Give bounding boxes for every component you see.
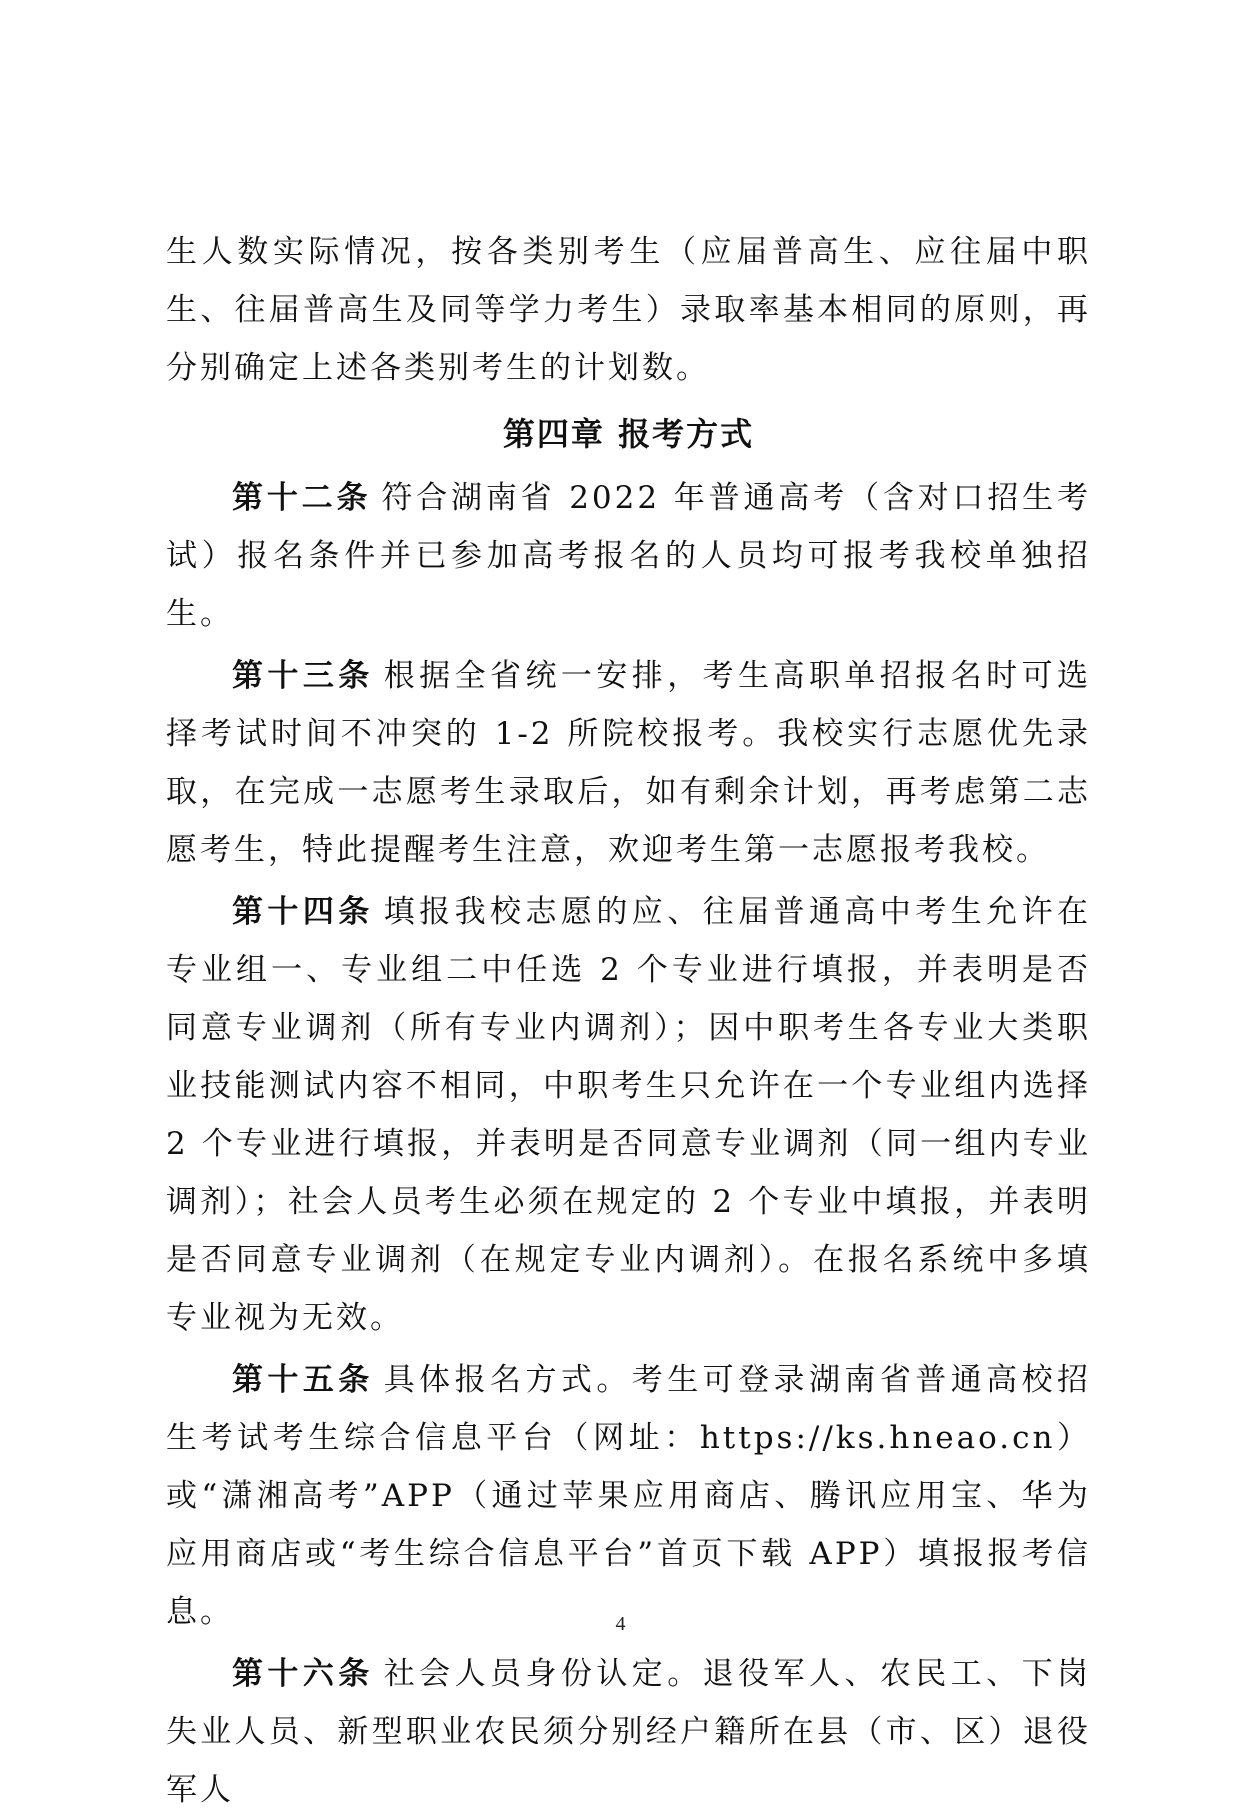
article-16	[166, 1645, 1091, 1819]
article-number: 第十三条	[232, 658, 374, 694]
article-number: 第十五条	[232, 1362, 374, 1398]
article-14	[166, 883, 1091, 1347]
article-number: 第十二条	[232, 480, 372, 516]
page-content	[166, 223, 1091, 1819]
article-13	[166, 647, 1091, 879]
article-text: 根据全省统一安排，考生高职单招报名时可选择考试时间不冲突的 1-2 所院校报考。我校实行志愿优先录取，在完成一志愿考生录取后，如有剩余计划，再考虑第二志愿考生，特此提醒考生注意，欢迎考生第一志愿报考我校。	[166, 658, 1092, 868]
chapter-heading: 第四章 报考方式	[502, 415, 755, 453]
article-text: 具体报名方式。考生可登录湖南省普通高校招生考试考生综合信息平台（网址：https://ks.hneao.cn）或“潇湘高考”APP（通过苹果应用商店、腾讯应用宝、华为应用商店或“考生综合信息平台”首页下载 APP）填报报考信息。	[166, 1362, 1092, 1630]
article-number: 第十四条	[232, 894, 374, 930]
article-15	[166, 1351, 1091, 1641]
article-text: 社会人员身份认定。退役军人、农民工、下岗失业人员、新型职业农民须分别经户籍所在县（市、区）退役军人	[166, 1656, 1092, 1808]
article-text: 填报我校志愿的应、往届普通高中考生允许在专业组一、专业组二中任选 2 个专业进行填报，并表明是否同意专业调剂（所有专业内调剂）；因中职考生各专业大类职业技能测试内容不相同，中职考生只允许在一个专业组内选择 2 个专业进行填报，并表明是否同意专业调剂（同一组内专业调剂）；社会人员考生必须在规定的 2 个专业中填报，并表明是否同意专业调剂（在规定专业内调剂）。在报名系统中多填专业视为无效。	[166, 894, 1092, 1336]
article-number: 第十六条	[232, 1656, 374, 1692]
intro-paragraph: 生人数实际情况，按各类别考生（应届普高生、应往届中职生、往届普高生及同等学力考生）录取率基本相同的原则，再分别确定上述各类别考生的计划数。	[166, 234, 1091, 386]
article-text: 符合湖南省 2022 年普通高考（含对口招生考试）报名条件并已参加高考报名的人员均可报考我校单独招生。	[166, 480, 1091, 632]
article-12	[166, 469, 1091, 643]
page-number: 4	[615, 1613, 626, 1635]
